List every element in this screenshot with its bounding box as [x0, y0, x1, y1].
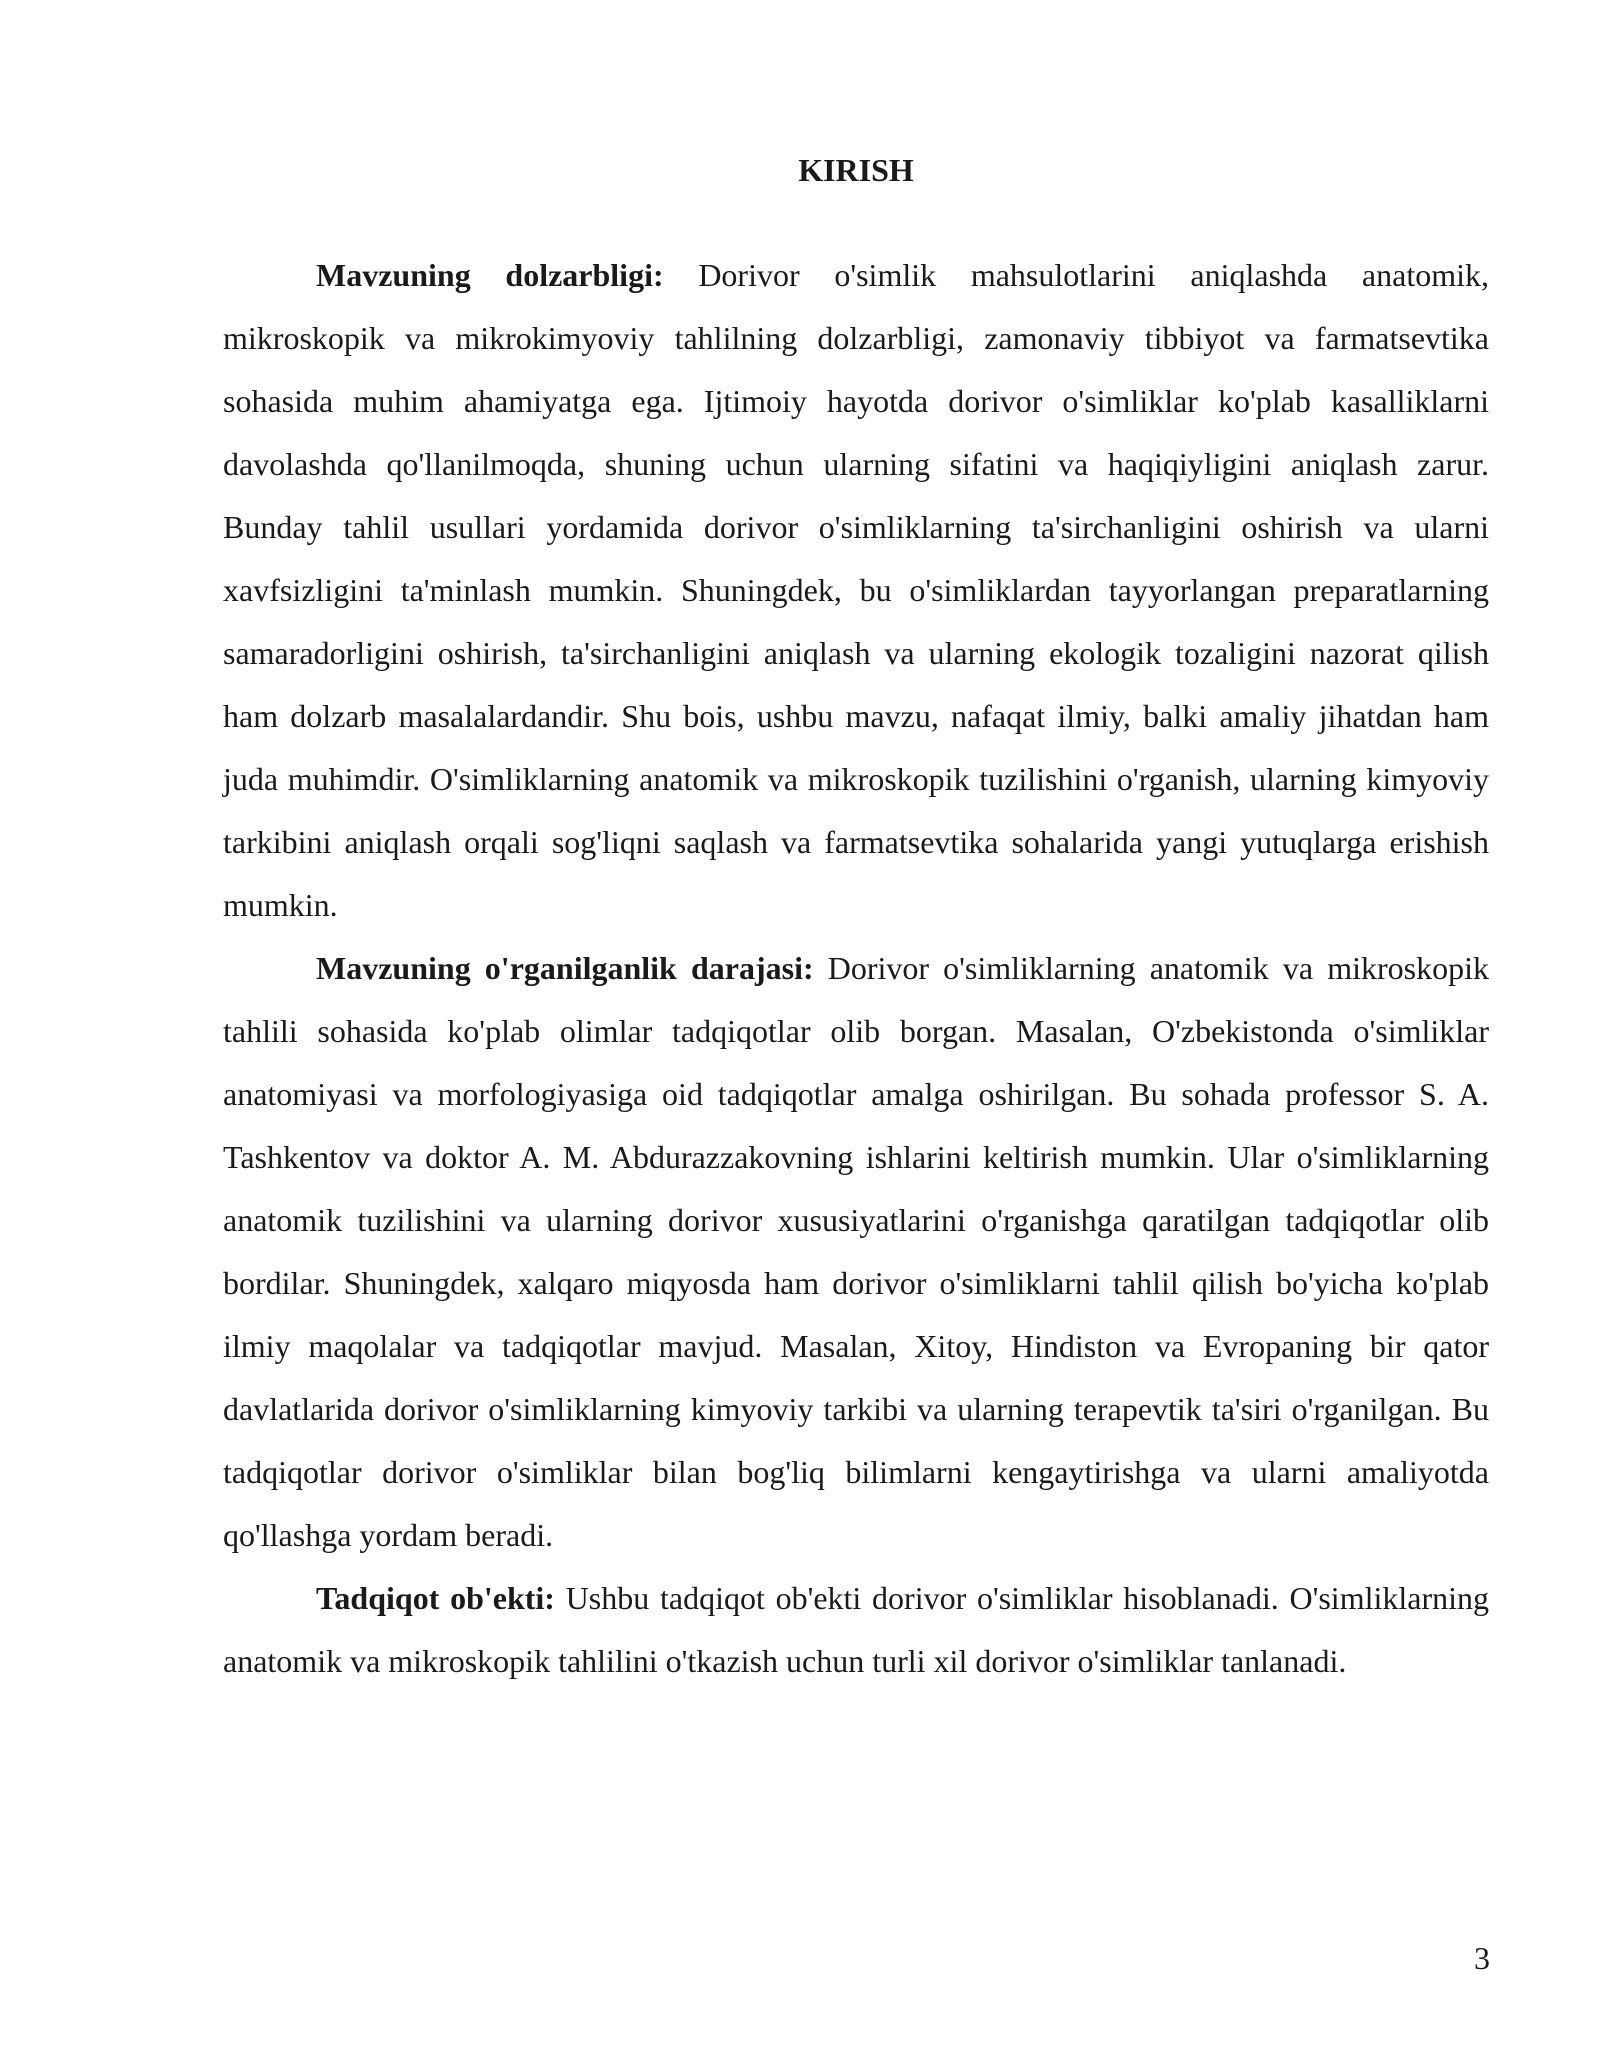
paragraph-text: Ushbu tadqiqot ob'ekti dorivor o'simliklar hisoblanadi. O'simliklarning anatomik va mikroskopik tahlilini o'tkazish uchun turli xil dorivor o'simliklar tanlanadi. [223, 1580, 1490, 1679]
paragraph-lead: Mavzuning dolzarbligi: [316, 257, 664, 293]
page-number: 3 [1474, 1940, 1490, 1976]
paragraph-text: Dorivor o'simlik mahsulotlarini aniqlashda anatomik, mikroskopik va mikrokimyoviy tahlilning dolzarbligi, zamonaviy tibbiyot va farmatsevtika sohasida muhim ahamiyatga ega. Ijtimoiy hayotda dorivor o'simliklar ko'plab kasalliklarni davolashda qo'llanilmoqda, shuning uchun ularning sifatini va haqiqiyligini aniqlash zarur. Bunday tahlil usullari yordamida dorivor o'simliklarning ta'sirchanligini oshirish va ularni xavfsizligini ta'minlash mumkin. Shuningdek, bu o'simliklardan tayyorlangan preparatlarning samaradorligini oshirish, ta'sirchanligini aniqlash va ularning ekologik tozaligini nazorat qilish ham dolzarb masalalardandir. Shu bois, ushbu mavzu, nafaqat ilmiy, balki amaliy jihatdan ham juda muhimdir. O'simliklarning anatomik va mikroskopik tuzilishini o'rganish, ularning kimyoviy tarkibini aniqlash orqali sog'liqni saqlash va farmatsevtika sohalarida yangi yutuqlarga erishish mumkin. [223, 257, 1489, 923]
document-page [223, 150, 1489, 1693]
paragraph-lead: Mavzuning o'rganilganlik darajasi: [316, 950, 814, 986]
paragraph-study-level [223, 937, 1489, 1567]
paragraph-research-object [223, 1567, 1489, 1693]
page-title: KIRISH [798, 152, 914, 188]
paragraph-lead: Tadqiqot ob'ekti: [316, 1580, 555, 1616]
paragraph-text: Dorivor o'simliklarning anatomik va mikroskopik tahlili sohasida ko'plab olimlar tadqiqotlar olib borgan. Masalan, O'zbekistonda o'simliklar anatomiyasi va morfologiyasiga oid tadqiqotlar amalga oshirilgan. Bu sohada professor S. A. Tashkentov va doktor A. M. Abdurazzakovning ishlarini keltirish mumkin. Ular o'simliklarning anatomik tuzilishini va ularning dorivor xususiyatlarini o'rganishga qaratilgan tadqiqotlar olib bordilar. Shuningdek, xalqaro miqyosda ham dorivor o'simliklarni tahlil qilish bo'yicha ko'plab ilmiy maqolalar va tadqiqotlar mavjud. Masalan, Xitoy, Hindiston va Evropaning bir qator davlatlarida dorivor o'simliklarning kimyoviy tarkibi va ularning terapevtik ta'siri o'rganilgan. Bu tadqiqotlar dorivor o'simliklar bilan bog'liq bilimlarni kengaytirishga va ularni amaliyotda qo'llashga yordam beradi. [223, 950, 1490, 1553]
paragraph-relevance [223, 244, 1489, 937]
